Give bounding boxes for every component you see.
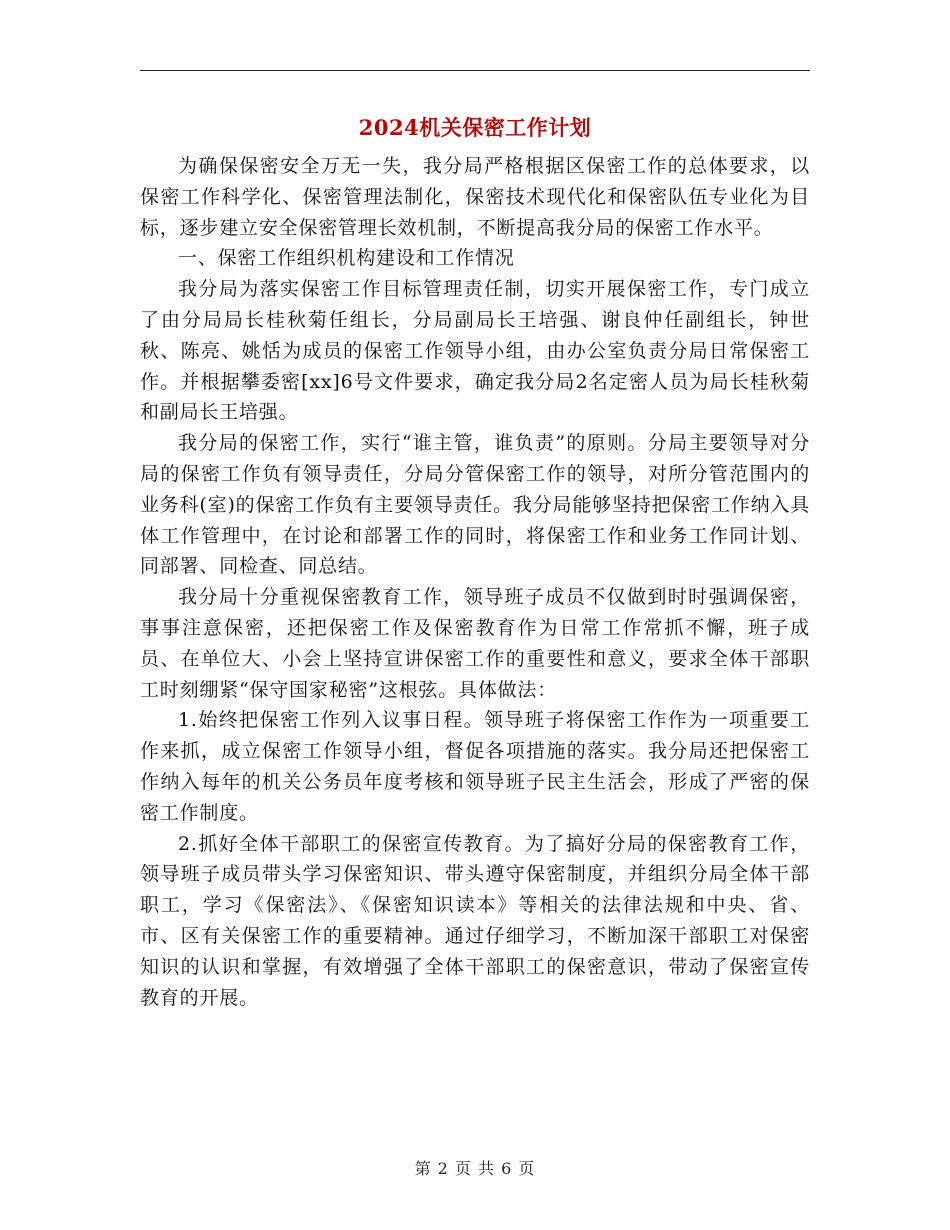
organization-paragraph: 我分局为落实保密工作目标管理责任制，切实开展保密工作，专门成立了由分局局长桂秋菊任组长，分局副局长王培强、谢良仲任副组长，钟世秋、陈亮、姚恬为成员的保密工作领导小组，由办公室负责分局日常保密工作。并根据攀委密[xx]6号文件要求，确定我分局2名定密人员为局长桂秋菊和副局长王培强。 bbox=[140, 278, 810, 424]
header-rule bbox=[140, 70, 810, 71]
measure-2-paragraph: 2.抓好全体干部职工的保密宣传教育。为了搞好分局的保密教育工作，领导班子成员带头学习保密知识、带头遵守保密制度，并组织分局全体干部职工，学习《保密法》、《保密知识读本》等相关的法律法规和中央、省、市、区有关保密工作的重要精神。通过仔细学习，不断加深干部职工对保密知识的认识和掌握，有效增强了全体干部职工的保密意识，带动了保密宣传教育的开展。 bbox=[140, 832, 810, 1009]
responsibility-paragraph: 我分局的保密工作，实行“谁主管，谁负责”的原则。分局主要领导对分局的保密工作负有领导责任，分局分管保密工作的领导，对所分管范围内的业务科(室)的保密工作负有主要领导责任。我分局能够坚持把保密工作纳入具体工作管理中，在讨论和部署工作的同时，将保密工作和业务工作同计划、同部署、同检查、同总结。 bbox=[140, 432, 810, 578]
page-number: 第 2 页 共 6 页 bbox=[414, 1159, 536, 1178]
document-body bbox=[140, 151, 810, 1013]
measure-1-paragraph: 1.始终把保密工作列入议事日程。领导班子将保密工作作为一项重要工作来抓，成立保密工作领导小组，督促各项措施的落实。我分局还把保密工作纳入每年的机关公务员年度考核和领导班子民主生活会，形成了严密的保密工作制度。 bbox=[140, 709, 810, 824]
education-paragraph: 我分局十分重视保密教育工作，领导班子成员不仅做到时时强调保密，事事注意保密，还把保密工作及保密教育作为日常工作常抓不懈，班子成员、在单位大、小会上坚持宣讲保密工作的重要性和意义，要求全体干部职工时刻绷紧“保守国家秘密”这根弦。具体做法： bbox=[140, 586, 810, 701]
section-heading: 一、保密工作组织机构建设和工作情况 bbox=[178, 247, 515, 270]
document-title: 2024机关保密工作计划 bbox=[358, 115, 592, 140]
intro-paragraph: 为确保保密安全万无一失，我分局严格根据区保密工作的总体要求，以保密工作科学化、保密管理法制化，保密技术现代化和保密队伍专业化为目标，逐步建立安全保密管理长效机制，不断提高我分局的保密工作水平。 bbox=[140, 155, 810, 239]
